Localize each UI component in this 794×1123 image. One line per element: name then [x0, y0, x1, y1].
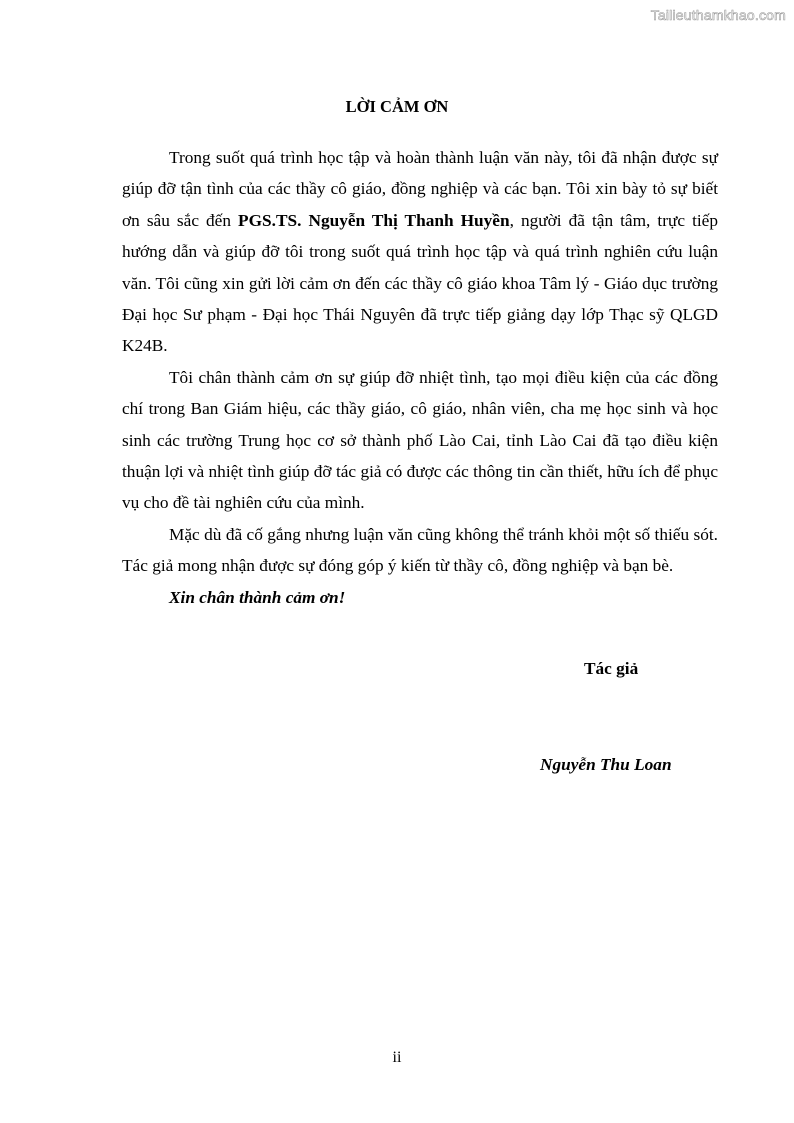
- paragraph-2: Tôi chân thành cảm ơn sự giúp đỡ nhiệt tình, tạo mọi điều kiện của các đồng chí trong Ban Giám hiệu, các thầy giáo, cô giáo, nhân viên, cha mẹ học sinh và học sinh các trường Trung học cơ sở thành phố Lào Cai, tỉnh Lào Cai đã tạo điều kiện thuận lợi và nhiệt tình giúp đỡ tác giả có được các thông tin cần thiết, hữu ích để phục vụ cho đề tài nghiên cứu của mình.: [122, 367, 718, 513]
- page-number: ii: [392, 1049, 402, 1066]
- page-title: LỜI CẢM ƠN: [345, 97, 449, 116]
- paragraph-1-rest: , người đã tận tâm, trực tiếp hướng dẫn và giúp đỡ tôi trong suốt quá trình học tập và quá trình nghiên cứu luận văn. Tôi cũng xin gửi lời cảm ơn đến các thầy cô giáo khoa Tâm lý - Giáo dục trường Đại học Sư phạm - Đại học Thái Nguyên đã trực tiếp giảng dạy lớp Thạc sỹ QLGD K24B.: [122, 210, 718, 356]
- advisor-name: PGS.TS. Nguyễn Thị Thanh Huyền: [238, 210, 510, 230]
- paragraph-1-intro: Trong suốt quá trình học tập và hoàn thành luận văn này, tôi đã nhận được sự giúp đỡ tận tình của các thầy cô giáo, đồng nghiệp và các bạn. Tôi xin bày tỏ sự biết ơn sâu sắc đến: [122, 148, 718, 230]
- closing-line: Xin chân thành cảm ơn!: [169, 587, 346, 607]
- paragraph-3: Mặc dù đã cố gắng nhưng luận văn cũng không thể tránh khỏi một số thiếu sót. Tác giả mong nhận được sự đóng góp ý kiến từ thầy cô, đồng nghiệp và bạn bè.: [122, 524, 718, 576]
- paragraph-1: [122, 142, 718, 362]
- watermark-text: Tailieuthamkhao.com: [650, 7, 786, 23]
- acknowledgement-body: [122, 142, 718, 613]
- author-name: Nguyễn Thu Loan: [540, 755, 672, 774]
- author-label: Tác giả: [584, 659, 639, 678]
